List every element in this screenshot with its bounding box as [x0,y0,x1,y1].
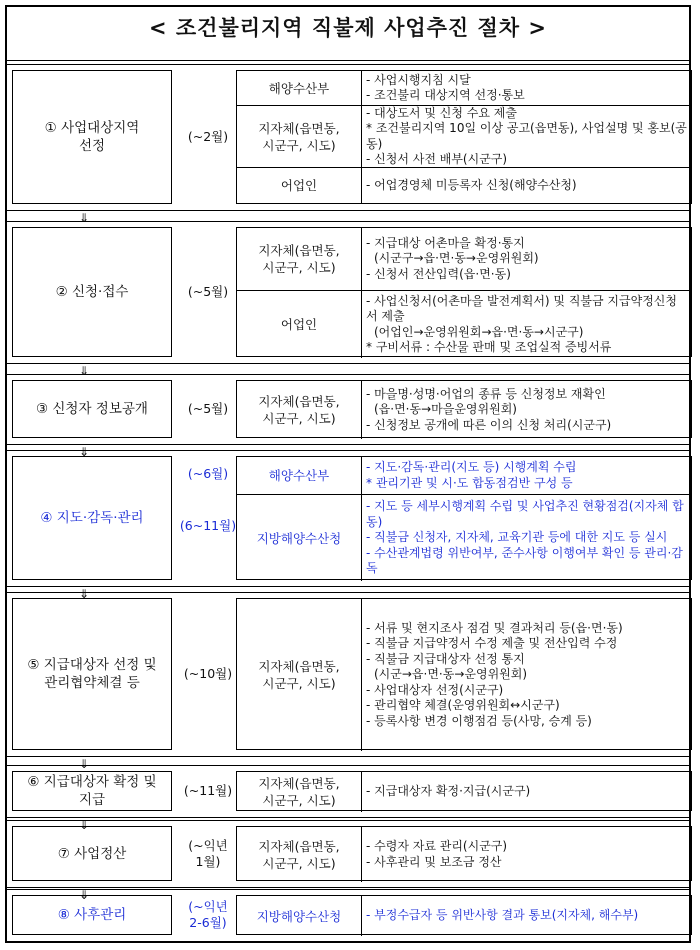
task-item: - 신청서 사전 배부(시군구) [366,152,508,166]
down-arrow-icon: ⇓ [78,587,90,601]
task-note: * 조건불리지역 10일 이상 공고(읍면동), 사업설명 및 홍보(공동) [366,121,687,151]
detail-row [237,599,691,751]
down-arrow-icon: ⇓ [78,888,90,902]
stage-separator [5,765,691,766]
task-item: (읍·면·동→마을운영위원회) [374,402,517,417]
stage-detail-grid [236,598,692,750]
detail-row [237,105,691,167]
stage-period: (~2월) [187,129,229,144]
actor-cell: 지자체(읍면동, 시군구, 시도) [237,599,362,751]
task-item: (시군→읍·면·동→운영위원회) [374,667,528,682]
task-item: (시군구→읍·면·동→운영위원회) [374,251,539,266]
stage-name: ⑧ 사후관리 [12,895,172,935]
task-item: - 지도·감독·관리(지도 등) 시행계획 수립 [366,460,577,474]
task-list [366,896,687,936]
task-item: - 수령자 자료 관리(시군구) [366,839,508,853]
task-list [366,291,687,358]
down-arrow-icon: ⇓ [78,818,90,832]
detail-row [237,457,691,494]
stage-separator [5,820,691,821]
down-arrow-icon: ⇓ [78,757,90,771]
task-item: - 마을명·성명·어업의 종류 등 신청정보 재확인 [366,386,606,401]
stage-name: ⑥ 지급대상자 확정 및 지급 [12,771,172,811]
task-item: - 사업신청서(어촌마을 발전계획서) 및 직불금 지급약정신청서 제출 [366,293,677,323]
stage-detail-grid [236,826,692,881]
detail-row [237,71,691,105]
detail-row [237,772,691,812]
task-item: - 직불금 지급약정서 수정 제출 및 전산입력 수정 [366,636,618,651]
task-list [366,772,687,812]
task-item: - 직불금 지급대상자 선정 통지 [366,651,525,666]
stage-separator [5,221,691,222]
stage-separator [5,941,691,942]
task-item: - 사업대상자 선정(시군구) [366,682,504,697]
task-list [366,599,687,751]
stage-period: (~11월) [183,783,233,798]
actor-cell: 지자체(읍면동, 시군구, 시도) [237,106,362,167]
stage-name: ④ 지도·감독·관리 [12,456,172,580]
task-item: - 신청서 전산입력(읍·면·동) [366,266,511,281]
stage-detail-grid [236,456,692,580]
stage-period: (~익년 2-6월) [188,899,228,930]
task-note: * 관리기관 및 시·도 합동점검반 구성 등 [366,475,573,490]
task-item: - 지급대상자 확정·지급(시군구) [366,784,531,799]
task-item: - 관리협약 체결(운영위원회↔시군구) [366,698,560,713]
task-item: - 등록사항 변경 이행점검 등(사망, 승계 등) [366,713,592,728]
detail-row [237,290,691,358]
stage-name: ① 사업대상지역 선정 [12,70,172,204]
task-item: - 사후관리 및 보조금 정산 [366,854,502,869]
stage-separator [5,64,691,65]
task-list [366,71,687,105]
stage-period: (6~11월) [179,518,237,533]
task-item: - 어업경영체 미등록자 신청(해양수산청) [366,177,577,192]
task-list [366,457,687,494]
task-item: - 사업시행지침 시달 [366,72,471,87]
stage-detail-grid [236,380,692,438]
task-item: - 지급대상 어촌마을 확정·통지 [366,235,525,250]
stage-name: ② 신청·접수 [12,227,172,357]
stage-period: (~5월) [187,284,229,299]
actor-cell: 지방해양수산청 [237,896,362,936]
task-item: - 조건불리 대상지역 선정·통보 [366,88,525,102]
task-item: - 직불금 신청자, 지자체, 교육기관 등에 대한 지도 등 실시 [366,530,668,545]
task-item: - 지도 등 세부시행계획 수립 및 사업추진 현황점검(지자체 합동) [366,499,684,529]
stage-detail-grid [236,70,692,204]
task-note: * 구비서류 : 수산물 판매 및 조업실적 증빙서류 [366,340,612,354]
stage-name: ⑦ 사업정산 [12,826,172,881]
stage-detail-grid [236,771,692,811]
actor-cell: 어업인 [237,168,362,203]
task-item: (어업인→운영위원회→읍·면·동→시군구) [374,324,584,339]
task-list [366,827,687,882]
actor-cell: 지자체(읍면동, 시군구, 시도) [237,827,362,882]
down-arrow-icon: ⇓ [78,445,90,459]
detail-row [237,896,691,936]
task-item: - 신청정보 공개에 따른 이의 신청 처리(시군구) [366,417,612,432]
stage-separator [5,444,691,445]
detail-row [237,827,691,882]
actor-cell: 해양수산부 [237,457,362,494]
task-list [366,168,687,203]
actor-cell: 지방해양수산청 [237,495,362,581]
down-arrow-icon: ⇓ [78,364,90,378]
detail-row [237,381,691,439]
page-title: < 조건불리지역 직불제 사업추진 절차 > [148,16,548,40]
actor-cell: 해양수산부 [237,71,362,105]
stage-detail-grid [236,227,692,357]
stage-separator [5,210,691,211]
detail-row [237,494,691,581]
actor-cell: 지자체(읍면동, 시군구, 시도) [237,228,362,290]
stage-separator [5,756,691,757]
task-item: - 대상도서 및 신청 수요 제출 [366,105,517,120]
actor-cell: 어업인 [237,291,362,358]
stage-separator [5,363,691,364]
task-list [366,495,687,581]
task-list [366,381,687,439]
stage-period: (~6월) [187,466,229,481]
detail-row [237,228,691,290]
stage-name: ⑤ 지급대상자 선정 및 관리협약체결 등 [12,598,172,750]
task-list [366,228,687,290]
stage-detail-grid [236,895,692,935]
stage-separator [5,586,691,587]
task-item: - 부정수급자 등 위반사항 결과 통보(지자체, 해수부) [366,908,639,923]
task-item: - 수산관계법령 위반여부, 준수사항 이행여부 확인 등 관리·감독 [366,545,683,576]
stage-name: ③ 신청자 정보공개 [12,380,172,438]
stage-period: (~10월) [183,666,233,681]
stage-period: (~익년 1월) [188,837,228,869]
title-divider [5,60,691,61]
stage-separator [5,374,691,375]
stage-separator [5,450,691,451]
task-list [366,106,687,167]
stage-separator [5,887,691,888]
down-arrow-icon: ⇓ [78,211,90,225]
task-item: - 서류 및 현지조사 점검 및 결과처리 등(읍·면·동) [366,620,623,635]
stage-separator [5,817,691,818]
detail-row [237,167,691,203]
stage-separator [5,592,691,593]
stage-period: (~5월) [187,401,229,416]
actor-cell: 지자체(읍면동, 시군구, 시도) [237,381,362,439]
actor-cell: 지자체(읍면동, 시군구, 시도) [237,772,362,812]
stage-separator [5,889,691,890]
